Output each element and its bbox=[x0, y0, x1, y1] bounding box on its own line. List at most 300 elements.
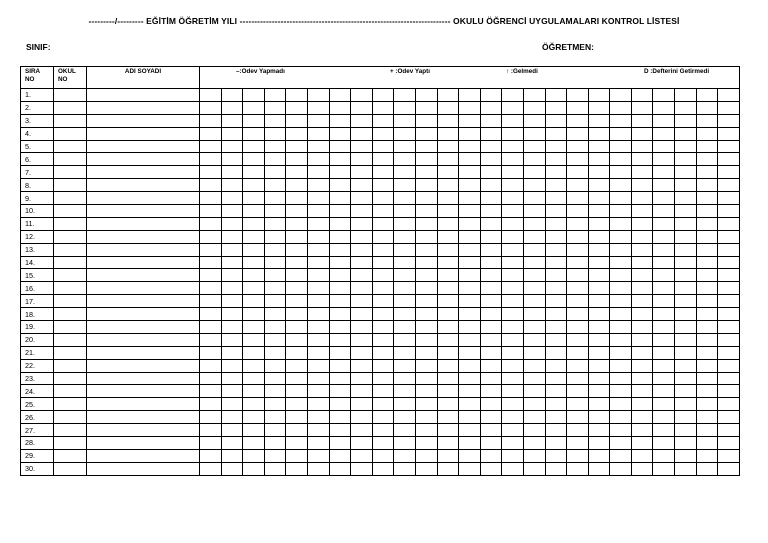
mark-cell bbox=[200, 243, 222, 256]
mark-cell bbox=[286, 424, 308, 437]
table-row bbox=[21, 140, 740, 153]
mark-cell bbox=[415, 217, 437, 230]
mark-cell bbox=[696, 372, 718, 385]
mark-cell bbox=[675, 372, 697, 385]
mark-cell bbox=[480, 89, 502, 102]
header-sira-line1: SIRA bbox=[25, 68, 41, 75]
mark-cell bbox=[459, 205, 481, 218]
mark-cell bbox=[675, 437, 697, 450]
mark-cell bbox=[459, 192, 481, 205]
mark-cell bbox=[653, 114, 675, 127]
mark-cell bbox=[631, 424, 653, 437]
mark-cell bbox=[696, 192, 718, 205]
mark-cell bbox=[329, 153, 351, 166]
mark-cell bbox=[480, 385, 502, 398]
mark-cell bbox=[437, 153, 459, 166]
okul-no-cell bbox=[54, 140, 87, 153]
mark-cell bbox=[437, 205, 459, 218]
mark-cell bbox=[329, 385, 351, 398]
mark-cell bbox=[545, 437, 567, 450]
mark-cell bbox=[696, 449, 718, 462]
mark-cell bbox=[394, 372, 416, 385]
mark-cell bbox=[221, 333, 243, 346]
mark-cell bbox=[415, 179, 437, 192]
mark-cell bbox=[523, 153, 545, 166]
mark-cell bbox=[502, 192, 524, 205]
mark-cell bbox=[502, 398, 524, 411]
mark-cell bbox=[264, 153, 286, 166]
mark-cell bbox=[653, 372, 675, 385]
mark-cell bbox=[372, 179, 394, 192]
mark-cell bbox=[221, 114, 243, 127]
mark-cell bbox=[329, 372, 351, 385]
mark-cell bbox=[588, 346, 610, 359]
mark-cell bbox=[502, 449, 524, 462]
mark-cell bbox=[480, 217, 502, 230]
okul-no-cell bbox=[54, 346, 87, 359]
mark-cell bbox=[243, 359, 265, 372]
row-number: 13. bbox=[21, 243, 54, 256]
mark-cell bbox=[243, 282, 265, 295]
mark-cell bbox=[696, 166, 718, 179]
mark-cell bbox=[523, 359, 545, 372]
name-cell bbox=[87, 217, 200, 230]
mark-cell bbox=[480, 437, 502, 450]
mark-cell bbox=[631, 346, 653, 359]
mark-cell bbox=[545, 346, 567, 359]
mark-cell bbox=[221, 101, 243, 114]
mark-cell bbox=[286, 269, 308, 282]
mark-cell bbox=[545, 127, 567, 140]
mark-cell bbox=[394, 114, 416, 127]
mark-cell bbox=[567, 179, 589, 192]
mark-cell bbox=[221, 179, 243, 192]
mark-cell bbox=[329, 230, 351, 243]
mark-cell bbox=[588, 243, 610, 256]
mark-cell bbox=[588, 385, 610, 398]
mark-cell bbox=[351, 385, 373, 398]
mark-cell bbox=[415, 140, 437, 153]
mark-cell bbox=[394, 321, 416, 334]
mark-cell bbox=[675, 89, 697, 102]
mark-cell bbox=[675, 449, 697, 462]
mark-cell bbox=[437, 321, 459, 334]
mark-cell bbox=[437, 101, 459, 114]
mark-cell bbox=[351, 217, 373, 230]
mark-cell bbox=[307, 179, 329, 192]
mark-cell bbox=[264, 437, 286, 450]
mark-cell bbox=[653, 411, 675, 424]
mark-cell bbox=[264, 89, 286, 102]
mark-cell bbox=[480, 230, 502, 243]
mark-cell bbox=[307, 192, 329, 205]
mark-cell bbox=[351, 205, 373, 218]
okul-no-cell bbox=[54, 295, 87, 308]
mark-cell bbox=[286, 282, 308, 295]
table-row bbox=[21, 385, 740, 398]
okul-no-cell bbox=[54, 424, 87, 437]
mark-cell bbox=[696, 140, 718, 153]
mark-cell bbox=[523, 308, 545, 321]
name-cell bbox=[87, 101, 200, 114]
mark-cell bbox=[415, 449, 437, 462]
row-number: 8. bbox=[21, 179, 54, 192]
mark-cell bbox=[502, 424, 524, 437]
mark-cell bbox=[351, 101, 373, 114]
mark-cell bbox=[675, 205, 697, 218]
mark-cell bbox=[286, 127, 308, 140]
row-number: 15. bbox=[21, 269, 54, 282]
mark-cell bbox=[588, 140, 610, 153]
mark-cell bbox=[394, 295, 416, 308]
mark-cell bbox=[696, 179, 718, 192]
mark-cell bbox=[631, 101, 653, 114]
mark-cell bbox=[718, 424, 740, 437]
okul-no-cell bbox=[54, 372, 87, 385]
mark-cell bbox=[415, 256, 437, 269]
mark-cell bbox=[459, 385, 481, 398]
row-number: 5. bbox=[21, 140, 54, 153]
row-number: 14. bbox=[21, 256, 54, 269]
mark-cell bbox=[718, 308, 740, 321]
mark-cell bbox=[351, 295, 373, 308]
mark-cell bbox=[200, 333, 222, 346]
mark-cell bbox=[286, 359, 308, 372]
header-sira-line2: NO bbox=[25, 76, 35, 83]
mark-cell bbox=[588, 256, 610, 269]
mark-cell bbox=[567, 243, 589, 256]
mark-cell bbox=[415, 192, 437, 205]
mark-cell bbox=[610, 230, 632, 243]
mark-cell bbox=[286, 179, 308, 192]
name-cell bbox=[87, 437, 200, 450]
mark-cell bbox=[307, 462, 329, 475]
mark-cell bbox=[437, 140, 459, 153]
mark-cell bbox=[329, 140, 351, 153]
mark-cell bbox=[437, 243, 459, 256]
mark-cell bbox=[286, 205, 308, 218]
mark-cell bbox=[286, 243, 308, 256]
legend-missing: –:Odev Yapmadı bbox=[236, 68, 285, 75]
mark-cell bbox=[286, 346, 308, 359]
mark-cell bbox=[264, 205, 286, 218]
mark-cell bbox=[243, 449, 265, 462]
mark-cell bbox=[307, 385, 329, 398]
mark-cell bbox=[437, 398, 459, 411]
header-okul-line1: OKUL bbox=[58, 68, 76, 75]
mark-cell bbox=[459, 153, 481, 166]
table-row bbox=[21, 437, 740, 450]
okul-no-cell bbox=[54, 230, 87, 243]
mark-cell bbox=[567, 462, 589, 475]
mark-cell bbox=[696, 295, 718, 308]
mark-cell bbox=[264, 140, 286, 153]
mark-cell bbox=[200, 449, 222, 462]
mark-cell bbox=[200, 89, 222, 102]
mark-cell bbox=[307, 114, 329, 127]
mark-cell bbox=[264, 321, 286, 334]
mark-cell bbox=[264, 217, 286, 230]
mark-cell bbox=[437, 192, 459, 205]
mark-cell bbox=[718, 179, 740, 192]
mark-cell bbox=[372, 166, 394, 179]
mark-cell bbox=[221, 153, 243, 166]
mark-cell bbox=[415, 166, 437, 179]
table-row bbox=[21, 166, 740, 179]
mark-cell bbox=[545, 411, 567, 424]
mark-cell bbox=[610, 256, 632, 269]
mark-cell bbox=[523, 179, 545, 192]
mark-cell bbox=[221, 140, 243, 153]
mark-cell bbox=[243, 437, 265, 450]
table-row bbox=[21, 424, 740, 437]
header-adi-soyadi: ADI SOYADI bbox=[87, 67, 200, 89]
mark-cell bbox=[502, 282, 524, 295]
mark-cell bbox=[372, 127, 394, 140]
mark-cell bbox=[480, 127, 502, 140]
mark-cell bbox=[631, 205, 653, 218]
mark-cell bbox=[696, 243, 718, 256]
mark-cell bbox=[394, 230, 416, 243]
mark-cell bbox=[545, 449, 567, 462]
table-row bbox=[21, 114, 740, 127]
mark-cell bbox=[567, 192, 589, 205]
mark-cell bbox=[567, 230, 589, 243]
checklist-table bbox=[20, 66, 740, 476]
okul-no-cell bbox=[54, 411, 87, 424]
mark-cell bbox=[588, 179, 610, 192]
mark-cell bbox=[329, 411, 351, 424]
okul-no-cell bbox=[54, 217, 87, 230]
mark-cell bbox=[286, 411, 308, 424]
table-row bbox=[21, 449, 740, 462]
mark-cell bbox=[351, 372, 373, 385]
mark-cell bbox=[567, 89, 589, 102]
mark-cell bbox=[631, 179, 653, 192]
mark-cell bbox=[545, 321, 567, 334]
mark-cell bbox=[480, 398, 502, 411]
mark-cell bbox=[372, 101, 394, 114]
mark-cell bbox=[675, 127, 697, 140]
mark-cell bbox=[221, 424, 243, 437]
mark-cell bbox=[653, 217, 675, 230]
mark-cell bbox=[243, 230, 265, 243]
mark-cell bbox=[394, 166, 416, 179]
row-number: 28. bbox=[21, 437, 54, 450]
okul-no-cell bbox=[54, 101, 87, 114]
mark-cell bbox=[653, 424, 675, 437]
row-number: 4. bbox=[21, 127, 54, 140]
mark-cell bbox=[502, 205, 524, 218]
mark-cell bbox=[567, 140, 589, 153]
mark-cell bbox=[243, 192, 265, 205]
mark-cell bbox=[437, 295, 459, 308]
mark-cell bbox=[610, 166, 632, 179]
mark-cell bbox=[200, 359, 222, 372]
mark-cell bbox=[351, 321, 373, 334]
mark-cell bbox=[675, 179, 697, 192]
mark-cell bbox=[372, 243, 394, 256]
mark-cell bbox=[221, 411, 243, 424]
mark-cell bbox=[394, 282, 416, 295]
mark-cell bbox=[545, 153, 567, 166]
mark-cell bbox=[200, 437, 222, 450]
name-cell bbox=[87, 385, 200, 398]
mark-cell bbox=[415, 308, 437, 321]
mark-cell bbox=[221, 282, 243, 295]
mark-cell bbox=[243, 127, 265, 140]
mark-cell bbox=[502, 411, 524, 424]
mark-cell bbox=[631, 308, 653, 321]
mark-cell bbox=[588, 205, 610, 218]
mark-cell bbox=[415, 114, 437, 127]
mark-cell bbox=[307, 140, 329, 153]
mark-cell bbox=[653, 230, 675, 243]
mark-cell bbox=[200, 205, 222, 218]
mark-cell bbox=[718, 230, 740, 243]
mark-cell bbox=[545, 372, 567, 385]
mark-cell bbox=[675, 411, 697, 424]
mark-cell bbox=[286, 114, 308, 127]
mark-cell bbox=[502, 230, 524, 243]
mark-cell bbox=[718, 101, 740, 114]
mark-cell bbox=[718, 153, 740, 166]
mark-cell bbox=[675, 333, 697, 346]
name-cell bbox=[87, 411, 200, 424]
mark-cell bbox=[286, 321, 308, 334]
table-row bbox=[21, 179, 740, 192]
mark-cell bbox=[415, 385, 437, 398]
mark-cell bbox=[243, 372, 265, 385]
table-header-row bbox=[21, 67, 740, 89]
mark-cell bbox=[415, 282, 437, 295]
mark-cell bbox=[243, 411, 265, 424]
mark-cell bbox=[653, 153, 675, 166]
mark-cell bbox=[307, 205, 329, 218]
mark-cell bbox=[372, 295, 394, 308]
row-number: 20. bbox=[21, 333, 54, 346]
mark-cell bbox=[653, 346, 675, 359]
mark-cell bbox=[351, 308, 373, 321]
mark-cell bbox=[329, 269, 351, 282]
mark-cell bbox=[502, 346, 524, 359]
mark-cell bbox=[545, 424, 567, 437]
mark-cell bbox=[437, 359, 459, 372]
okul-no-cell bbox=[54, 166, 87, 179]
mark-cell bbox=[415, 346, 437, 359]
mark-cell bbox=[610, 179, 632, 192]
mark-cell bbox=[631, 217, 653, 230]
table-row bbox=[21, 192, 740, 205]
mark-cell bbox=[307, 424, 329, 437]
mark-cell bbox=[200, 179, 222, 192]
mark-cell bbox=[243, 256, 265, 269]
okul-no-cell bbox=[54, 385, 87, 398]
mark-cell bbox=[372, 282, 394, 295]
legend-absent: ↑ :Gelmedi bbox=[506, 68, 538, 75]
mark-cell bbox=[610, 140, 632, 153]
mark-cell bbox=[480, 411, 502, 424]
row-number: 3. bbox=[21, 114, 54, 127]
mark-cell bbox=[459, 140, 481, 153]
row-number: 16. bbox=[21, 282, 54, 295]
mark-cell bbox=[545, 205, 567, 218]
mark-cell bbox=[459, 217, 481, 230]
mark-cell bbox=[329, 179, 351, 192]
mark-cell bbox=[610, 449, 632, 462]
mark-cell bbox=[696, 217, 718, 230]
mark-cell bbox=[264, 256, 286, 269]
mark-cell bbox=[221, 295, 243, 308]
row-number: 18. bbox=[21, 308, 54, 321]
name-cell bbox=[87, 179, 200, 192]
mark-cell bbox=[675, 424, 697, 437]
mark-cell bbox=[718, 127, 740, 140]
mark-cell bbox=[588, 192, 610, 205]
mark-cell bbox=[221, 127, 243, 140]
mark-cell bbox=[264, 230, 286, 243]
mark-cell bbox=[437, 256, 459, 269]
mark-cell bbox=[243, 333, 265, 346]
mark-cell bbox=[437, 308, 459, 321]
mark-cell bbox=[437, 424, 459, 437]
mark-cell bbox=[502, 217, 524, 230]
mark-cell bbox=[567, 449, 589, 462]
mark-cell bbox=[372, 411, 394, 424]
mark-cell bbox=[307, 256, 329, 269]
mark-cell bbox=[696, 398, 718, 411]
mark-cell bbox=[696, 321, 718, 334]
mark-cell bbox=[372, 217, 394, 230]
mark-cell bbox=[329, 333, 351, 346]
mark-cell bbox=[718, 321, 740, 334]
mark-cell bbox=[631, 269, 653, 282]
mark-cell bbox=[567, 359, 589, 372]
mark-cell bbox=[351, 140, 373, 153]
mark-cell bbox=[523, 462, 545, 475]
mark-cell bbox=[480, 333, 502, 346]
mark-cell bbox=[307, 101, 329, 114]
mark-cell bbox=[459, 101, 481, 114]
mark-cell bbox=[437, 127, 459, 140]
mark-cell bbox=[200, 217, 222, 230]
mark-cell bbox=[264, 411, 286, 424]
mark-cell bbox=[502, 89, 524, 102]
mark-cell bbox=[523, 424, 545, 437]
mark-cell bbox=[675, 308, 697, 321]
mark-cell bbox=[459, 359, 481, 372]
mark-cell bbox=[351, 333, 373, 346]
mark-cell bbox=[200, 256, 222, 269]
okul-no-cell bbox=[54, 462, 87, 475]
mark-cell bbox=[200, 398, 222, 411]
table-row bbox=[21, 153, 740, 166]
teacher-label: ÖĞRETMEN: bbox=[542, 42, 594, 52]
mark-cell bbox=[588, 359, 610, 372]
mark-cell bbox=[523, 269, 545, 282]
table-row bbox=[21, 256, 740, 269]
mark-cell bbox=[351, 269, 373, 282]
mark-cell bbox=[718, 385, 740, 398]
okul-no-cell bbox=[54, 89, 87, 102]
mark-cell bbox=[459, 295, 481, 308]
mark-cell bbox=[502, 243, 524, 256]
mark-cell bbox=[631, 411, 653, 424]
mark-cell bbox=[631, 462, 653, 475]
mark-cell bbox=[329, 114, 351, 127]
mark-cell bbox=[329, 127, 351, 140]
mark-cell bbox=[610, 372, 632, 385]
